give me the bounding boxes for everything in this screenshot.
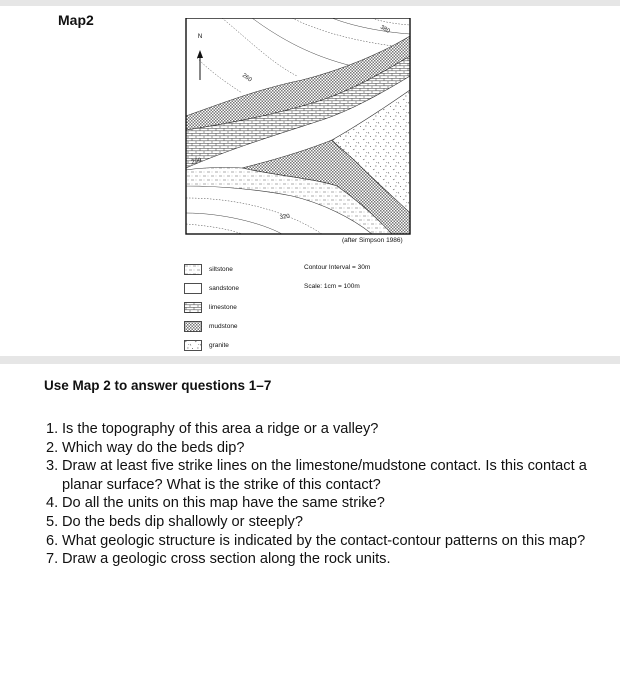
legend-label: limestone [209,304,237,311]
question-item [46,532,596,551]
contour-label-380: 380 [379,24,391,35]
legend-label: granite [209,342,229,349]
question-number: 6. [46,532,59,549]
sandstone-swatch [184,283,202,294]
question-number: 1. [46,421,59,437]
page-title: Map2 [58,12,94,28]
mudstone-swatch [184,321,202,332]
north-label: N [197,34,203,40]
questions-heading: Use Map 2 to answer questions 1–7 [44,378,272,393]
question-number: 7. [46,551,59,568]
question-item [46,494,596,513]
question-list [46,420,596,569]
question-text: What geologic structure is indicated by the contact-contour patterns on this map? [62,532,586,549]
legend-label: siltstone [209,266,233,273]
section-divider [0,356,620,364]
question-number: 3. [46,458,59,475]
map-scale: Scale: 1cm = 100m [304,283,360,290]
question-item [46,420,596,439]
legend-label: mudstone [209,323,238,330]
question-item [46,439,596,458]
question-text: Do all the units on this map have the same strike? [62,495,385,512]
question-text: Do the beds dip shallowly or steeply? [62,513,303,530]
legend-item-sandstone [184,279,239,298]
question-text: Draw a geologic cross section along the rock units. [62,551,391,568]
map-credit: (after Simpson 1986) [342,237,403,244]
legend-item-granite [184,336,239,355]
top-divider [0,0,620,6]
legend-label: sandstone [209,285,239,292]
geologic-map [182,18,414,236]
granite-swatch [184,340,202,351]
question-text: Draw at least five strike lines on the limestone/mudstone contact. Is this contact a planar surface? What is the strike of this contact? [62,458,587,493]
question-item [46,457,596,494]
legend-item-siltstone [184,260,239,279]
question-number: 2. [46,439,59,456]
legend-item-limestone [184,298,239,317]
question-item [46,550,596,569]
siltstone-swatch [184,264,202,275]
contour-label-290: 290 [190,157,203,166]
question-text: Is the topography of this area a ridge or a valley? [62,421,379,437]
contour-label-320: 320 [279,213,291,221]
question-number: 5. [46,513,59,530]
contour-interval: Contour Interval = 30m [304,264,371,271]
contour-label-260: 260 [240,72,253,84]
legend-item-mudstone [184,317,239,336]
question-item [46,513,596,532]
legend [184,260,239,355]
question-text: Which way do the beds dip? [62,439,245,456]
limestone-swatch [184,302,202,313]
question-number: 4. [46,495,59,512]
